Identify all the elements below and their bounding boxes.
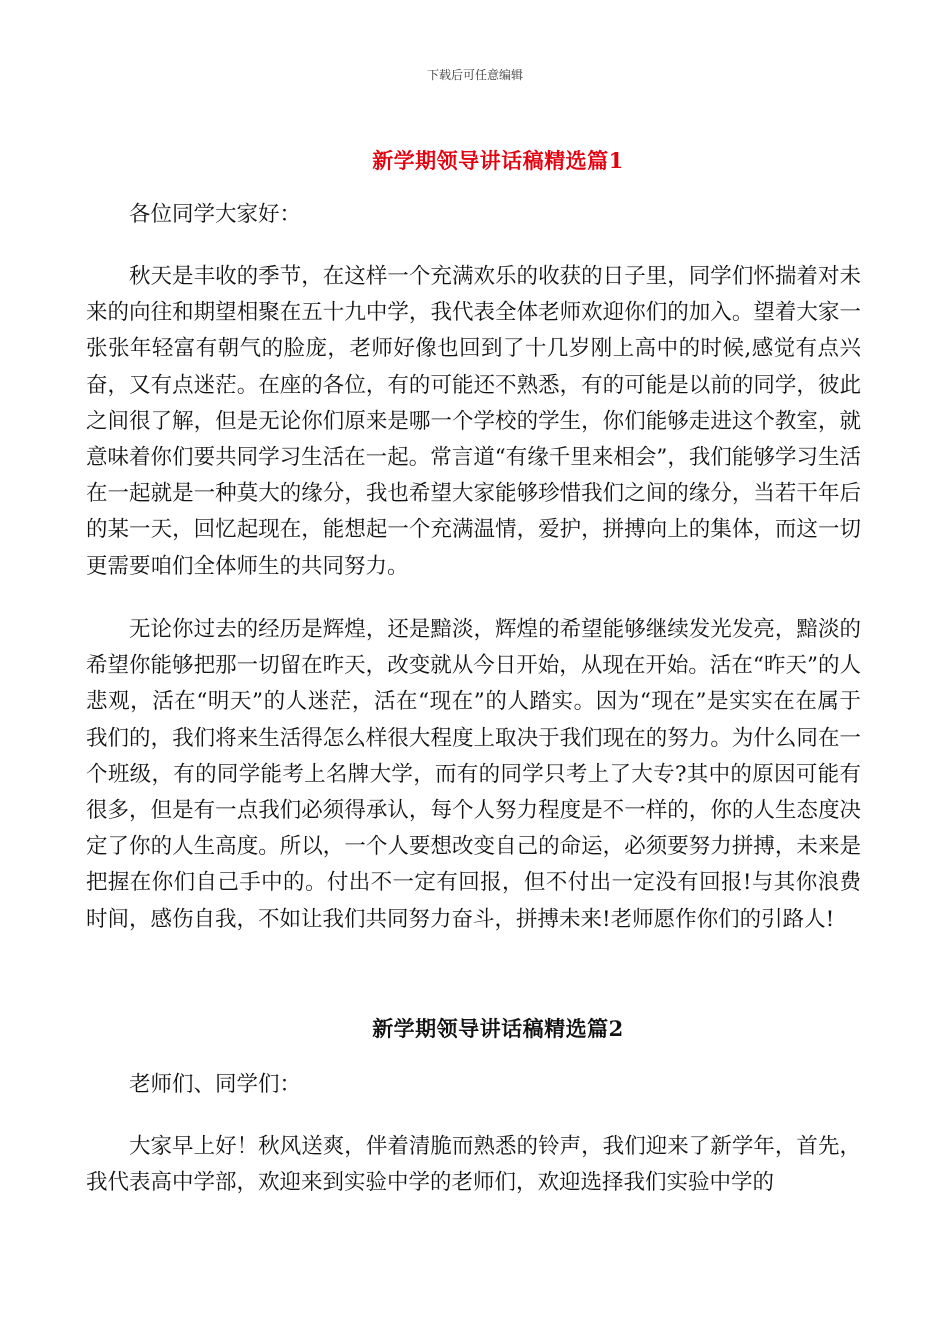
page-header: 下载后可任意编辑	[426, 68, 523, 82]
section-title-2: 新学期领导讲话稿精选篇2	[372, 1016, 624, 1041]
paragraph-1-2: 无论你过去的经历是辉煌，还是黯淡，辉煌的希望能够继续发光发亮，黯淡的希望你能够把那一切留在昨天，改变就从今日开始，从现在开始。活在“昨天”的人悲观，活在“明天”的人迷茫，活在“现在”的人踏实。因为“现在”是实实在在属于我们的，我们将来生活得怎么样很大程度上取决于我们现在的努力。为什么同在一个班级，有的同学能考上名牌大学，而有的同学只考上了大专?其中的原因可能有很多，但是有一点我们必须得承认，每个人努力程度是不一样的，你的人生态度决定了你的人生高度。所以，一个人要想改变自己的命运，必须要努力拼搏，未来是把握在你们自己手中的。付出不一定有回报，但不付出一定没有回报!与其你浪费时间，感伤自我，不如让我们共同努力奋斗，拼搏未来!老师愿作你们的引路人!	[86, 617, 861, 932]
paragraph-1-1: 秋天是丰收的季节，在这样一个充满欢乐的收获的日子里，同学们怀揣着对未来的向往和期望相聚在五十九中学，我代表全体老师欢迎你们的加入。望着大家一张张年轻富有朝气的脸庞，老师好像也回到了十几岁刚上高中的时候,感觉有点兴奋，又有点迷茫。在座的各位，有的可能还不熟悉，有的可能是以前的同学，彼此之间很了解，但是无论你们原来是哪一个学校的学生，你们能够走进这个教室，就意味着你们要共同学习生活在一起。常言道“有缘千里来相会”，我们能够学习生活在一起就是一种莫大的缘分，我也希望大家能够珍惜我们之间的缘分，当若干年后的某一天，回忆起现在，能想起一个充满温情，爱护，拼搏向上的集体，而这一切更需要咱们全体师生的共同努力。	[86, 264, 861, 579]
greeting-1: 各位同学大家好：	[129, 202, 302, 227]
greeting-2: 老师们、同学们：	[129, 1072, 302, 1097]
section-title-1: 新学期领导讲话稿精选篇1	[372, 148, 624, 173]
paragraph-2-1: 大家早上好！秋风送爽，伴着清脆而熟悉的铃声，我们迎来了新学年，首先，我代表高中学部，欢迎来到实验中学的老师们，欢迎选择我们实验中学的	[86, 1134, 861, 1196]
